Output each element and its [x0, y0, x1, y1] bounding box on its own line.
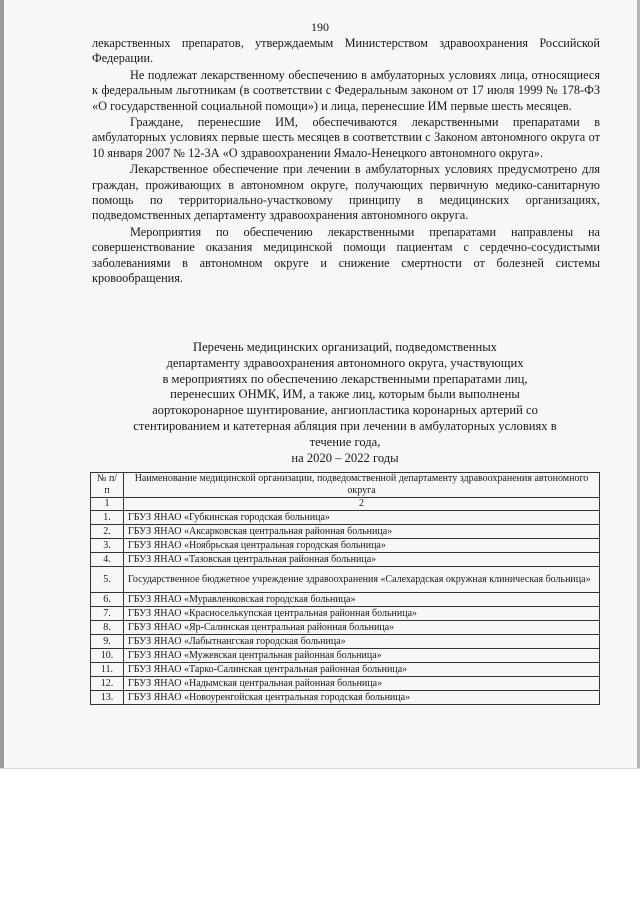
table-row: [91, 607, 600, 621]
organization-name: ГБУЗ ЯНАО «Новоуренгойская центральная городская больница»: [124, 691, 600, 705]
organization-name: ГБУЗ ЯНАО «Губкинская городская больница»: [124, 511, 600, 525]
table-row: [91, 649, 600, 663]
row-number: 5.: [91, 567, 124, 593]
organization-name: ГБУЗ ЯНАО «Аксарковская центральная районная больница»: [124, 525, 600, 539]
row-number: 3.: [91, 539, 124, 553]
paragraph: Мероприятия по обеспечению лекарственными препаратами направлены на совершенствование оказания медицинской помощи пациентам с сердечно-сосудистыми заболеваниями в автономном округе и снижение смертности от болезней системы кровообращения.: [92, 224, 600, 286]
caption-line: стентированием и катетерная абляция при лечении в амбулаторных условиях в: [133, 418, 557, 433]
table-row: [91, 663, 600, 677]
column-index-row: [91, 498, 600, 511]
row-number: 2.: [91, 525, 124, 539]
paragraph: Граждане, перенесшие ИМ, обеспечиваются лекарственными препаратами в амбулаторных условиях первые шесть месяцев в соответствии с Законом автономного округа от 10 января 2007 № 12-ЗА «О здравоохранении Ямало-Ненецкого автономного округа».: [92, 115, 600, 160]
table-row: [91, 539, 600, 553]
table-row: [91, 593, 600, 607]
table-header-row: [91, 473, 600, 498]
paragraph: Лекарственное обеспечение при лечении в амбулаторных условиях предусмотрено для граждан, проживающих в автономном округе, получающих первичную медико-санитарную помощь по территориально-участковому принципу в медицинских организациях, подведомственных департаменту здравоохранения автономного округа.: [92, 162, 600, 223]
row-number: 4.: [91, 553, 124, 567]
organization-name: ГБУЗ ЯНАО «Надымская центральная районная больница»: [124, 677, 600, 691]
table-row: [91, 567, 600, 593]
scan-left-edge: [0, 0, 4, 768]
caption-line: в мероприятиях по обеспечению лекарственными препаратами лиц,: [162, 371, 528, 386]
row-number: 8.: [91, 621, 124, 635]
caption-line: перенесших ОНМК, ИМ, а также лиц, которым были выполнены: [170, 387, 520, 402]
caption-line: течение года,: [309, 434, 381, 449]
row-number: 1.: [91, 511, 124, 525]
caption-line: на 2020 – 2022 годы: [291, 450, 399, 465]
organization-name: ГБУЗ ЯНАО «Тарко-Салинская центральная районная больница»: [124, 663, 600, 677]
table-row: [91, 635, 600, 649]
organization-name: ГБУЗ ЯНАО «Красноселькупская центральная районная больница»: [124, 607, 600, 621]
caption-line: аортокоронарное шунтирование, ангиопластика коронарных артерий со: [152, 403, 538, 418]
table-row: [91, 511, 600, 525]
column-index: 2: [124, 498, 600, 511]
organization-name: ГБУЗ ЯНАО «Яр-Салинская центральная районная больница»: [124, 621, 600, 635]
table-row: [91, 621, 600, 635]
organization-name: ГБУЗ ЯНАО «Тазовская центральная районная больница»: [124, 553, 600, 567]
row-number: 7.: [91, 607, 124, 621]
table-row: [91, 525, 600, 539]
body-text: [92, 36, 600, 288]
table-row: [91, 677, 600, 691]
row-number: 6.: [91, 593, 124, 607]
column-index: 1: [91, 498, 124, 511]
row-number: 10.: [91, 649, 124, 663]
organization-name: Государственное бюджетное учреждение здравоохранения «Салехардская окружная клиническая больница»: [124, 567, 600, 593]
paragraph: лекарственных препаратов, утверждаемым Министерством здравоохранения Российской Федерации.: [92, 36, 600, 66]
caption-line: Перечень медицинских организаций, подведомственных: [193, 340, 497, 354]
organizations-table: [90, 472, 600, 705]
organization-name: ГБУЗ ЯНАО «Муравленковская городская больница»: [124, 593, 600, 607]
caption-line: департаменту здравоохранения автономного округа, участвующих: [166, 355, 524, 370]
table-row: [91, 691, 600, 705]
organization-name: ГБУЗ ЯНАО «Мужевская центральная районная больница»: [124, 649, 600, 663]
row-number: 13.: [91, 691, 124, 705]
organization-name: ГБУЗ ЯНАО «Ноябрьская центральная городская больница»: [124, 539, 600, 553]
organization-name: ГБУЗ ЯНАО «Лабытнангская городская больница»: [124, 635, 600, 649]
page-number: 190: [311, 20, 329, 34]
row-number: 11.: [91, 663, 124, 677]
header-name: Наименование медицинской организации, подведомственной департаменту здравоохранения автономного округа: [124, 473, 600, 498]
row-number: 12.: [91, 677, 124, 691]
header-number: № п/п: [91, 473, 124, 498]
row-number: 9.: [91, 635, 124, 649]
paragraph: Не подлежат лекарственному обеспечению в амбулаторных условиях лица, относящиеся к федеральным льготникам (в соответствии с Федеральным законом от 17 июля 1999 № 178-ФЗ «О государственной социальной помощи») и лица, перенесшие ИМ первые шесть месяцев.: [92, 67, 600, 113]
table-row: [91, 553, 600, 567]
table-caption: [90, 340, 600, 466]
